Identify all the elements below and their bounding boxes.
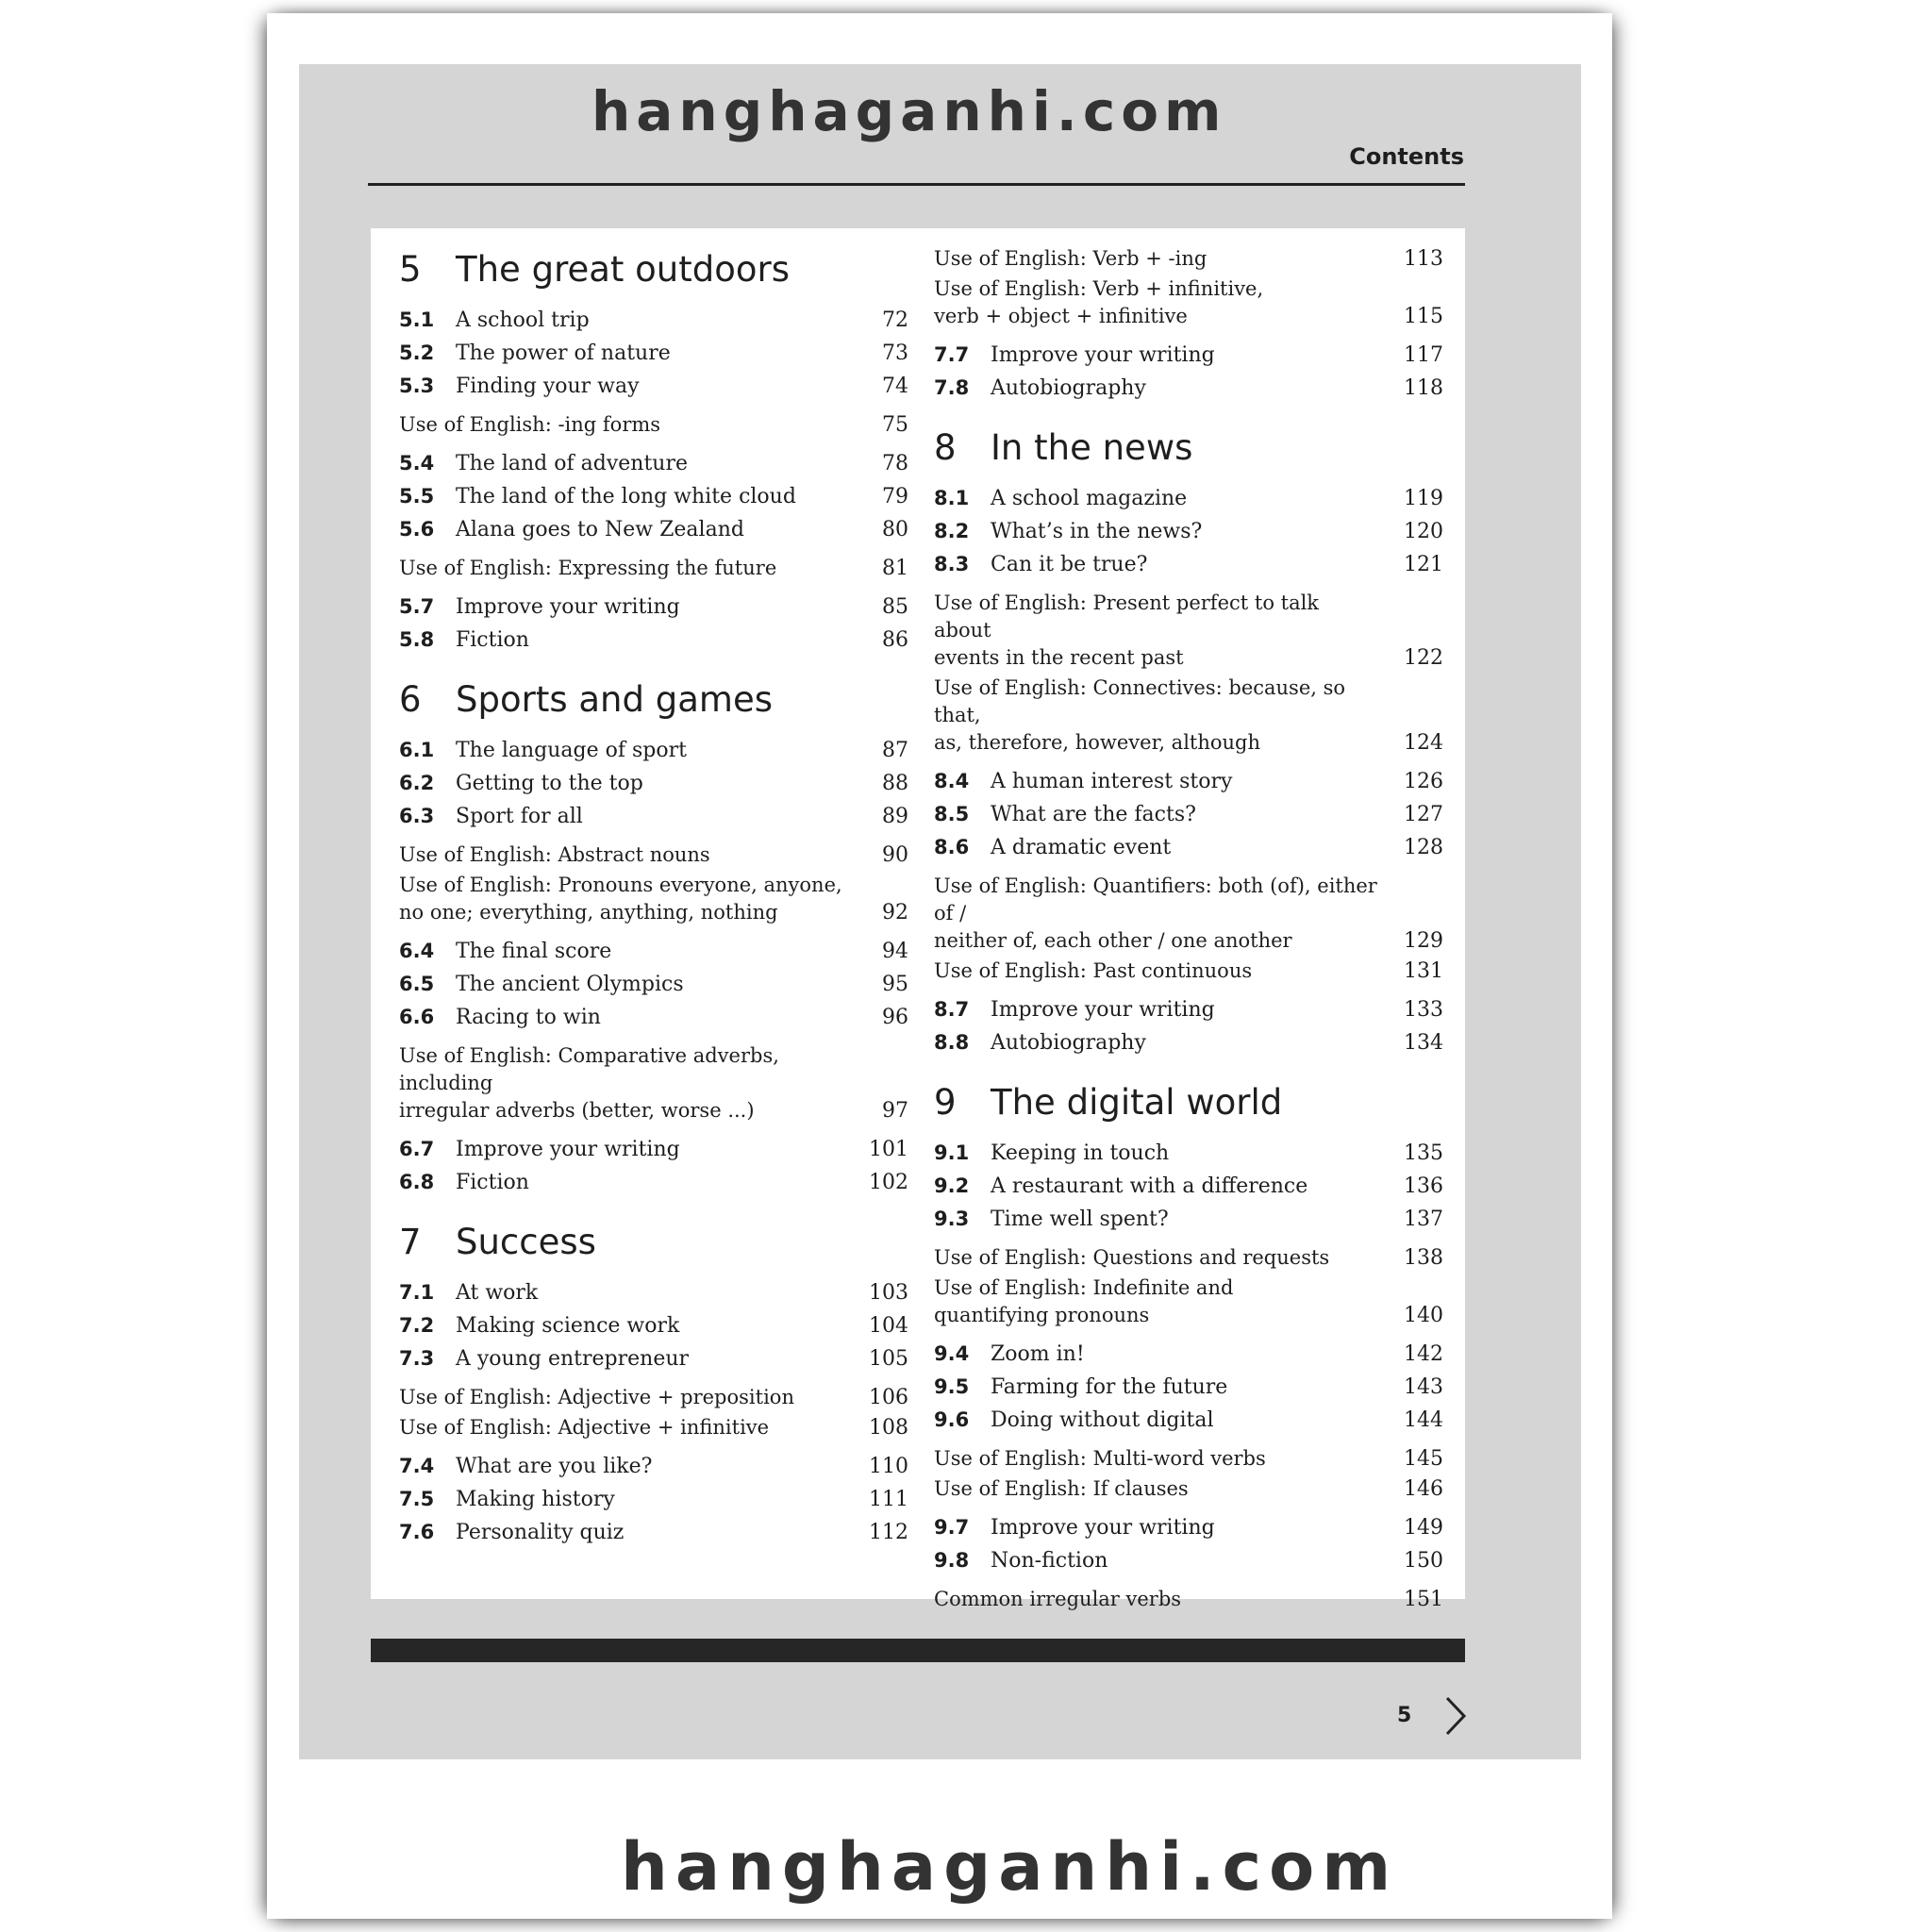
- entry-page: 145: [1404, 1447, 1443, 1471]
- entry-title: A restaurant with a difference: [991, 1174, 1308, 1198]
- running-head: Contents: [1349, 143, 1464, 170]
- entry-page: 127: [1404, 803, 1443, 826]
- use-of-english-entry[interactable]: [934, 1586, 1443, 1613]
- entry-page: 129: [1404, 929, 1443, 953]
- entry-number: 6.7: [399, 1138, 435, 1160]
- entry-number: 7.8: [934, 376, 970, 399]
- unit-title: The great outdoors: [456, 249, 791, 290]
- unit-heading: [934, 1082, 1443, 1131]
- entry-title: Use of English: If clauses: [934, 1477, 1189, 1500]
- entry-number: 7.1: [399, 1281, 435, 1304]
- entry-page: 101: [869, 1138, 908, 1161]
- contents-right-column: [934, 228, 1443, 1622]
- contents-entry[interactable]: [399, 1342, 908, 1375]
- entry-page: 121: [1404, 553, 1443, 576]
- entry-number: 8.4: [934, 770, 970, 792]
- contents-entry[interactable]: [399, 1166, 908, 1199]
- entry-number: 6.1: [399, 739, 435, 761]
- entry-title: Common irregular verbs: [934, 1588, 1182, 1610]
- entry-title: Use of English: Verb + infinitive, verb + object + infinitive: [934, 277, 1264, 327]
- use-of-english-entry[interactable]: [934, 1475, 1443, 1503]
- entry-page: 113: [1404, 247, 1443, 271]
- entry-page: 90: [882, 843, 908, 867]
- contents-entry[interactable]: [934, 1137, 1443, 1170]
- entry-page: 140: [1404, 1304, 1443, 1327]
- entry-number: 9.2: [934, 1174, 970, 1197]
- entry-page: 133: [1404, 998, 1443, 1022]
- contents-entry[interactable]: [934, 1026, 1443, 1059]
- contents-entry[interactable]: [399, 1450, 908, 1483]
- contents-entry[interactable]: [934, 993, 1443, 1026]
- contents-entry[interactable]: [934, 831, 1443, 864]
- contents-entry[interactable]: [399, 513, 908, 546]
- entry-title: Doing without digital: [991, 1408, 1214, 1432]
- entry-number: 7.4: [399, 1455, 435, 1477]
- entry-page: 117: [1404, 343, 1443, 367]
- unit-number: 8: [934, 427, 957, 468]
- entry-page: 89: [882, 805, 908, 828]
- entry-title: A school trip: [456, 308, 590, 332]
- contents-entry[interactable]: [399, 1133, 908, 1166]
- entry-title: Use of English: Multi-word verbs: [934, 1447, 1266, 1470]
- entry-title: Getting to the top: [456, 772, 643, 795]
- contents-entry[interactable]: [399, 337, 908, 370]
- entry-number: 6.8: [399, 1171, 435, 1193]
- use-of-english-entry[interactable]: [399, 555, 908, 582]
- entry-number: 5.3: [399, 375, 435, 397]
- entry-title: Sport for all: [456, 805, 583, 828]
- entry-page: 73: [882, 341, 908, 365]
- entry-title: The language of sport: [456, 739, 687, 762]
- entry-title: A dramatic event: [991, 836, 1172, 859]
- entry-title: Racing to win: [456, 1006, 601, 1029]
- entry-page: 143: [1404, 1375, 1443, 1399]
- entry-number: 6.5: [399, 973, 435, 995]
- entry-page: 108: [869, 1416, 908, 1440]
- unit-title: In the news: [991, 427, 1193, 468]
- entry-page: 128: [1404, 836, 1443, 859]
- contents-entry[interactable]: [934, 515, 1443, 548]
- entry-title: Use of English: Pronouns everyone, anyone, no one; everything, anything, nothing: [399, 874, 842, 924]
- entry-number: 7.3: [399, 1347, 435, 1370]
- entry-number: 9.6: [934, 1408, 970, 1431]
- entry-number: 8.1: [934, 487, 970, 509]
- entry-page: 96: [882, 1006, 908, 1029]
- entry-page: 146: [1404, 1477, 1443, 1501]
- use-of-english-entry[interactable]: [934, 675, 1443, 757]
- entry-page: 102: [869, 1171, 908, 1194]
- contents-entry[interactable]: [934, 1338, 1443, 1371]
- entry-page: 138: [1404, 1246, 1443, 1270]
- use-of-english-entry[interactable]: [934, 590, 1443, 672]
- use-of-english-entry[interactable]: [934, 958, 1443, 985]
- use-of-english-entry[interactable]: [399, 841, 908, 869]
- entry-page: 97: [882, 1099, 908, 1123]
- entry-page: 122: [1404, 646, 1443, 670]
- entry-title: Autobiography: [991, 1031, 1146, 1055]
- entry-page: 124: [1404, 731, 1443, 755]
- entry-number: 5.6: [399, 518, 435, 541]
- contents-entry[interactable]: [399, 935, 908, 968]
- entry-page: 115: [1404, 305, 1443, 328]
- entry-number: 5.7: [399, 595, 435, 618]
- entry-title: Use of English: Past continuous: [934, 959, 1253, 982]
- entry-number: 5.8: [399, 628, 435, 651]
- entry-number: 9.4: [934, 1342, 970, 1365]
- unit-number: 5: [399, 249, 422, 290]
- entry-page: 126: [1404, 770, 1443, 793]
- entry-title: At work: [456, 1281, 539, 1305]
- entry-title: Fiction: [456, 1171, 529, 1194]
- header-rule: [368, 183, 1465, 186]
- entry-page: 136: [1404, 1174, 1443, 1198]
- entry-title: A human interest story: [991, 770, 1233, 793]
- unit-number: 9: [934, 1082, 957, 1123]
- contents-entry[interactable]: [399, 480, 908, 513]
- contents-entry[interactable]: [399, 624, 908, 657]
- entry-number: 8.5: [934, 803, 970, 825]
- entry-page: 131: [1404, 959, 1443, 983]
- contents-entry[interactable]: [399, 800, 908, 833]
- entry-page: 151: [1404, 1588, 1443, 1611]
- entry-title: Autobiography: [991, 376, 1146, 400]
- entry-number: 9.7: [934, 1516, 970, 1539]
- contents-entry[interactable]: [934, 798, 1443, 831]
- entry-number: 5.4: [399, 452, 435, 475]
- entry-number: 7.5: [399, 1488, 435, 1510]
- contents-entry[interactable]: [399, 734, 908, 767]
- unit-title: Success: [456, 1222, 596, 1262]
- entry-title: Improve your writing: [456, 595, 680, 619]
- contents-entry[interactable]: [399, 1001, 908, 1034]
- contents-entry[interactable]: [934, 1203, 1443, 1236]
- entry-page: 92: [882, 901, 908, 924]
- entry-title: Non-fiction: [991, 1549, 1108, 1573]
- entry-page: 134: [1404, 1031, 1443, 1055]
- entry-title: Farming for the future: [991, 1375, 1228, 1399]
- contents-entry[interactable]: [934, 765, 1443, 798]
- contents-entry[interactable]: [399, 370, 908, 403]
- entry-page: 150: [1404, 1549, 1443, 1573]
- entry-page: 85: [882, 595, 908, 619]
- entry-title: What are the facts?: [991, 803, 1196, 826]
- entry-page: 119: [1404, 487, 1443, 510]
- contents-entry[interactable]: [399, 968, 908, 1001]
- chevron-right-icon[interactable]: [1443, 1695, 1468, 1737]
- entry-title: A school magazine: [991, 487, 1188, 510]
- entry-number: 8.3: [934, 553, 970, 575]
- entry-page: 87: [882, 739, 908, 762]
- contents-entry[interactable]: [399, 1516, 908, 1549]
- entry-page: 118: [1404, 376, 1443, 400]
- entry-number: 7.7: [934, 343, 970, 366]
- use-of-english-entry[interactable]: [934, 1244, 1443, 1272]
- entry-number: 5.1: [399, 308, 435, 331]
- entry-title: Keeping in touch: [991, 1141, 1170, 1165]
- use-of-english-entry[interactable]: [934, 245, 1443, 273]
- contents-entry[interactable]: [934, 1404, 1443, 1437]
- use-of-english-entry[interactable]: [399, 1384, 908, 1411]
- entry-title: Zoom in!: [991, 1342, 1085, 1366]
- entry-number: 5.2: [399, 341, 435, 364]
- entry-title: The land of adventure: [456, 452, 688, 475]
- footer-bar: [371, 1639, 1465, 1662]
- entry-title: A young entrepreneur: [456, 1347, 690, 1371]
- contents-entry[interactable]: [934, 339, 1443, 372]
- use-of-english-entry[interactable]: [399, 1414, 908, 1441]
- entry-page: 149: [1404, 1516, 1443, 1540]
- entry-title: Use of English: Quantifiers: both (of), either of / neither of, each other / one another: [934, 874, 1377, 952]
- entry-number: 8.7: [934, 998, 970, 1021]
- entry-page: 88: [882, 772, 908, 795]
- entry-title: The final score: [456, 940, 612, 963]
- contents-entry[interactable]: [399, 447, 908, 480]
- entry-page: 103: [869, 1281, 908, 1305]
- entry-title: The power of nature: [456, 341, 671, 365]
- entry-title: What are you like?: [456, 1455, 653, 1478]
- entry-page: 80: [882, 518, 908, 541]
- entry-page: 72: [882, 308, 908, 332]
- contents-entry[interactable]: [934, 548, 1443, 581]
- entry-title: Use of English: Indefinite and quantifying pronouns: [934, 1276, 1234, 1326]
- entry-title: Finding your way: [456, 375, 640, 398]
- entry-title: Can it be true?: [991, 553, 1148, 576]
- entry-number: 7.6: [399, 1521, 435, 1543]
- entry-page: 104: [869, 1314, 908, 1338]
- entry-page: 74: [882, 375, 908, 398]
- unit-heading: [399, 1222, 908, 1271]
- entry-title: Improve your writing: [991, 1516, 1215, 1540]
- entry-title: What’s in the news?: [991, 520, 1203, 543]
- entry-title: Use of English: Expressing the future: [399, 557, 777, 579]
- entry-title: Use of English: Questions and requests: [934, 1246, 1330, 1269]
- entry-page: 112: [869, 1521, 908, 1544]
- entry-title: Improve your writing: [991, 998, 1215, 1022]
- entry-page: 94: [882, 940, 908, 963]
- unit-heading: [399, 249, 908, 298]
- entry-page: 137: [1404, 1208, 1443, 1231]
- entry-page: 111: [869, 1488, 908, 1511]
- contents-entry[interactable]: [399, 304, 908, 337]
- entry-title: Use of English: -ing forms: [399, 413, 661, 436]
- entry-number: 6.4: [399, 940, 435, 962]
- entry-title: Time well spent?: [991, 1208, 1169, 1231]
- unit-heading: [399, 679, 908, 728]
- watermark-top: hanghaganhi.com: [591, 79, 1227, 143]
- entry-title: Use of English: Comparative adverbs, including irregular adverbs (better, worse ...): [399, 1044, 779, 1122]
- entry-number: 9.5: [934, 1375, 970, 1398]
- entry-page: 142: [1404, 1342, 1443, 1366]
- unit-number: 7: [399, 1222, 422, 1262]
- entry-page: 75: [882, 413, 908, 437]
- watermark-bottom: hanghaganhi.com: [621, 1828, 1399, 1906]
- entry-page: 110: [869, 1455, 908, 1478]
- entry-page: 105: [869, 1347, 908, 1371]
- entry-number: 9.1: [934, 1141, 970, 1164]
- entry-title: Making science work: [456, 1314, 680, 1338]
- use-of-english-entry[interactable]: [934, 1445, 1443, 1473]
- entry-number: 8.2: [934, 520, 970, 542]
- entry-title: Alana goes to New Zealand: [456, 518, 744, 541]
- entry-page: 95: [882, 973, 908, 996]
- contents-entry[interactable]: [934, 1511, 1443, 1544]
- entry-page: 144: [1404, 1408, 1443, 1432]
- use-of-english-entry[interactable]: [934, 1274, 1443, 1329]
- entry-title: The land of the long white cloud: [456, 485, 796, 508]
- entry-title: Use of English: Adjective + preposition: [399, 1386, 794, 1408]
- contents-entry[interactable]: [399, 1309, 908, 1342]
- unit-title: The digital world: [991, 1082, 1283, 1123]
- contents-entry[interactable]: [399, 767, 908, 800]
- contents-entry[interactable]: [934, 1371, 1443, 1404]
- entry-number: 6.3: [399, 805, 435, 827]
- use-of-english-entry[interactable]: [934, 275, 1443, 330]
- entry-title: Improve your writing: [991, 343, 1215, 367]
- entry-title: Use of English: Connectives: because, so that, as, therefore, however, although: [934, 676, 1346, 754]
- contents-left-column: [399, 228, 908, 1549]
- contents-entry[interactable]: [934, 372, 1443, 405]
- entry-title: Improve your writing: [456, 1138, 680, 1161]
- use-of-english-entry[interactable]: [399, 872, 908, 926]
- contents-entry[interactable]: [934, 1170, 1443, 1203]
- use-of-english-entry[interactable]: [399, 411, 908, 439]
- entry-page: 81: [882, 557, 908, 580]
- entry-page: 106: [869, 1386, 908, 1409]
- use-of-english-entry[interactable]: [934, 873, 1443, 955]
- entry-title: The ancient Olympics: [456, 973, 684, 996]
- contents-entry[interactable]: [399, 1483, 908, 1516]
- entry-number: 8.8: [934, 1031, 970, 1054]
- entry-number: 8.6: [934, 836, 970, 858]
- entry-page: 79: [882, 485, 908, 508]
- entry-page: 78: [882, 452, 908, 475]
- entry-number: 5.5: [399, 485, 435, 508]
- unit-heading: [934, 427, 1443, 476]
- use-of-english-entry[interactable]: [399, 1042, 908, 1124]
- entry-page: 86: [882, 628, 908, 652]
- entry-title: Use of English: Adjective + infinitive: [399, 1416, 770, 1439]
- contents-entry[interactable]: [934, 482, 1443, 515]
- contents-entry[interactable]: [399, 1276, 908, 1309]
- entry-number: 6.6: [399, 1006, 435, 1028]
- entry-number: 9.8: [934, 1549, 970, 1572]
- unit-number: 6: [399, 679, 422, 720]
- entry-title: Fiction: [456, 628, 529, 652]
- entry-title: Personality quiz: [456, 1521, 625, 1544]
- entry-title: Making history: [456, 1488, 615, 1511]
- entry-number: 9.3: [934, 1208, 970, 1230]
- contents-entry[interactable]: [934, 1544, 1443, 1577]
- contents-entry[interactable]: [399, 591, 908, 624]
- entry-page: 120: [1404, 520, 1443, 543]
- entry-title: Use of English: Present perfect to talk about events in the recent past: [934, 591, 1320, 669]
- page-number: 5: [1397, 1704, 1412, 1727]
- unit-title: Sports and games: [456, 679, 773, 720]
- entry-number: 6.2: [399, 772, 435, 794]
- entry-page: 135: [1404, 1141, 1443, 1165]
- entry-title: Use of English: Abstract nouns: [399, 843, 710, 866]
- entry-number: 7.2: [399, 1314, 435, 1337]
- entry-title: Use of English: Verb + -ing: [934, 247, 1208, 270]
